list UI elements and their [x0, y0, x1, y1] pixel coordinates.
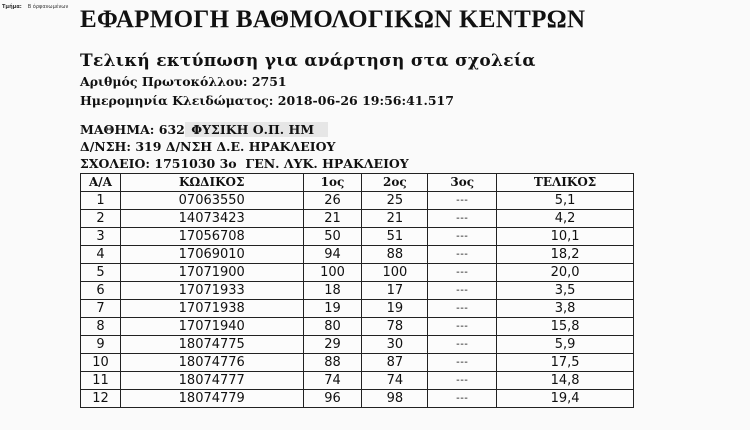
cell-aa: 1 [81, 192, 121, 210]
cell-second: 25 [362, 192, 428, 210]
course-name: ΦΥΣΙΚΗ Ο.Π. ΗΜ [191, 122, 315, 137]
cell-second: 74 [362, 372, 428, 390]
cell-code: 17071940 [120, 318, 303, 336]
course-code: 632 [158, 122, 185, 137]
table-row [81, 228, 634, 246]
cell-code: 17071938 [120, 300, 303, 318]
cell-first: 29 [303, 336, 362, 354]
col-header-third: 3ος [428, 174, 497, 192]
cell-second: 100 [362, 264, 428, 282]
protocol-value: 2751 [251, 74, 287, 89]
cell-first: 96 [303, 390, 362, 408]
school-value: 1751030 3ο ΓΕΝ. ΛΥΚ. ΗΡΑΚΛΕΙΟΥ [154, 156, 409, 171]
app-title: ΕΦΑΡΜΟΓΗ ΒΑΘΜΟΛΟΓΙΚΩΝ ΚΕΝΤΡΩΝ [80, 6, 586, 33]
cell-third: --- [428, 264, 497, 282]
cell-aa: 5 [81, 264, 121, 282]
cell-third: --- [428, 300, 497, 318]
col-header-first: 1ος [303, 174, 362, 192]
corner-note-value: Β όρφανωμένων [27, 4, 69, 10]
cell-third: --- [428, 336, 497, 354]
cell-final: 10,1 [497, 228, 634, 246]
cell-first: 26 [303, 192, 362, 210]
cell-code: 17069010 [120, 246, 303, 264]
school-label: ΣΧΟΛΕΙΟ: [80, 156, 151, 171]
cell-final: 3,8 [497, 300, 634, 318]
cell-second: 98 [362, 390, 428, 408]
table-row [81, 192, 634, 210]
table-row [81, 354, 634, 372]
table-row [81, 246, 634, 264]
cell-second: 19 [362, 300, 428, 318]
table-row [81, 336, 634, 354]
cell-third: --- [428, 282, 497, 300]
school-info [80, 156, 409, 171]
cell-third: --- [428, 390, 497, 408]
protocol-number [80, 74, 287, 89]
cell-first: 21 [303, 210, 362, 228]
cell-final: 20,0 [497, 264, 634, 282]
cell-third: --- [428, 354, 497, 372]
col-header-second: 2ος [362, 174, 428, 192]
cell-aa: 8 [81, 318, 121, 336]
table-row [81, 210, 634, 228]
cell-second: 17 [362, 282, 428, 300]
cell-aa: 11 [81, 372, 121, 390]
cell-first: 94 [303, 246, 362, 264]
cell-aa: 12 [81, 390, 121, 408]
course-info [80, 122, 328, 137]
corner-note-label: Τμήμα: [2, 4, 22, 10]
cell-aa: 2 [81, 210, 121, 228]
cell-second: 30 [362, 336, 428, 354]
table-row [81, 318, 634, 336]
cell-first: 19 [303, 300, 362, 318]
cell-first: 80 [303, 318, 362, 336]
cell-final: 17,5 [497, 354, 634, 372]
cell-third: --- [428, 318, 497, 336]
cell-final: 18,2 [497, 246, 634, 264]
table-row [81, 390, 634, 408]
cell-final: 5,9 [497, 336, 634, 354]
course-label: ΜΑΘΗΜΑ: [80, 122, 155, 137]
directorate-info [80, 139, 335, 154]
lock-date [80, 93, 454, 108]
cell-aa: 6 [81, 282, 121, 300]
cell-final: 4,2 [497, 210, 634, 228]
table-row [81, 372, 634, 390]
cell-code: 18074779 [120, 390, 303, 408]
cell-aa: 10 [81, 354, 121, 372]
page-subtitle: Τελική εκτύπωση για ανάρτηση στα σχολεία [80, 51, 536, 71]
cell-third: --- [428, 210, 497, 228]
directorate-label: Δ/ΝΣΗ: [80, 139, 131, 154]
col-header-final: ΤΕΛΙΚΟΣ [497, 174, 634, 192]
cell-aa: 4 [81, 246, 121, 264]
cell-second: 88 [362, 246, 428, 264]
lock-date-value: 2018-06-26 19:56:41.517 [277, 93, 454, 108]
cell-first: 88 [303, 354, 362, 372]
table-row [81, 300, 634, 318]
grades-table [80, 173, 634, 408]
cell-aa: 7 [81, 300, 121, 318]
col-header-code: ΚΩΔΙΚΟΣ [120, 174, 303, 192]
cell-final: 19,4 [497, 390, 634, 408]
cell-aa: 9 [81, 336, 121, 354]
cell-second: 51 [362, 228, 428, 246]
table-row [81, 282, 634, 300]
cell-code: 17056708 [120, 228, 303, 246]
cell-code: 14073423 [120, 210, 303, 228]
cell-second: 78 [362, 318, 428, 336]
cell-first: 100 [303, 264, 362, 282]
protocol-label: Αριθμός Πρωτοκόλλου: [80, 74, 248, 89]
cell-second: 21 [362, 210, 428, 228]
cell-code: 18074775 [120, 336, 303, 354]
cell-first: 50 [303, 228, 362, 246]
lock-date-label: Ημερομηνία Κλειδώματος: [80, 93, 274, 108]
cell-final: 14,8 [497, 372, 634, 390]
cell-code: 17071900 [120, 264, 303, 282]
cell-first: 18 [303, 282, 362, 300]
col-header-aa: Α/Α [81, 174, 121, 192]
cell-third: --- [428, 246, 497, 264]
cell-first: 74 [303, 372, 362, 390]
cell-code: 07063550 [120, 192, 303, 210]
cell-third: --- [428, 372, 497, 390]
cell-code: 18074776 [120, 354, 303, 372]
corner-note [2, 4, 68, 10]
cell-final: 3,5 [497, 282, 634, 300]
cell-aa: 3 [81, 228, 121, 246]
cell-third: --- [428, 228, 497, 246]
cell-third: --- [428, 192, 497, 210]
table-header-row [81, 174, 634, 192]
cell-final: 5,1 [497, 192, 634, 210]
cell-second: 87 [362, 354, 428, 372]
cell-code: 17071933 [120, 282, 303, 300]
directorate-value: 319 Δ/ΝΣΗ Δ.Ε. ΗΡΑΚΛΕΙΟΥ [135, 139, 336, 154]
cell-final: 15,8 [497, 318, 634, 336]
table-row [81, 264, 634, 282]
cell-code: 18074777 [120, 372, 303, 390]
